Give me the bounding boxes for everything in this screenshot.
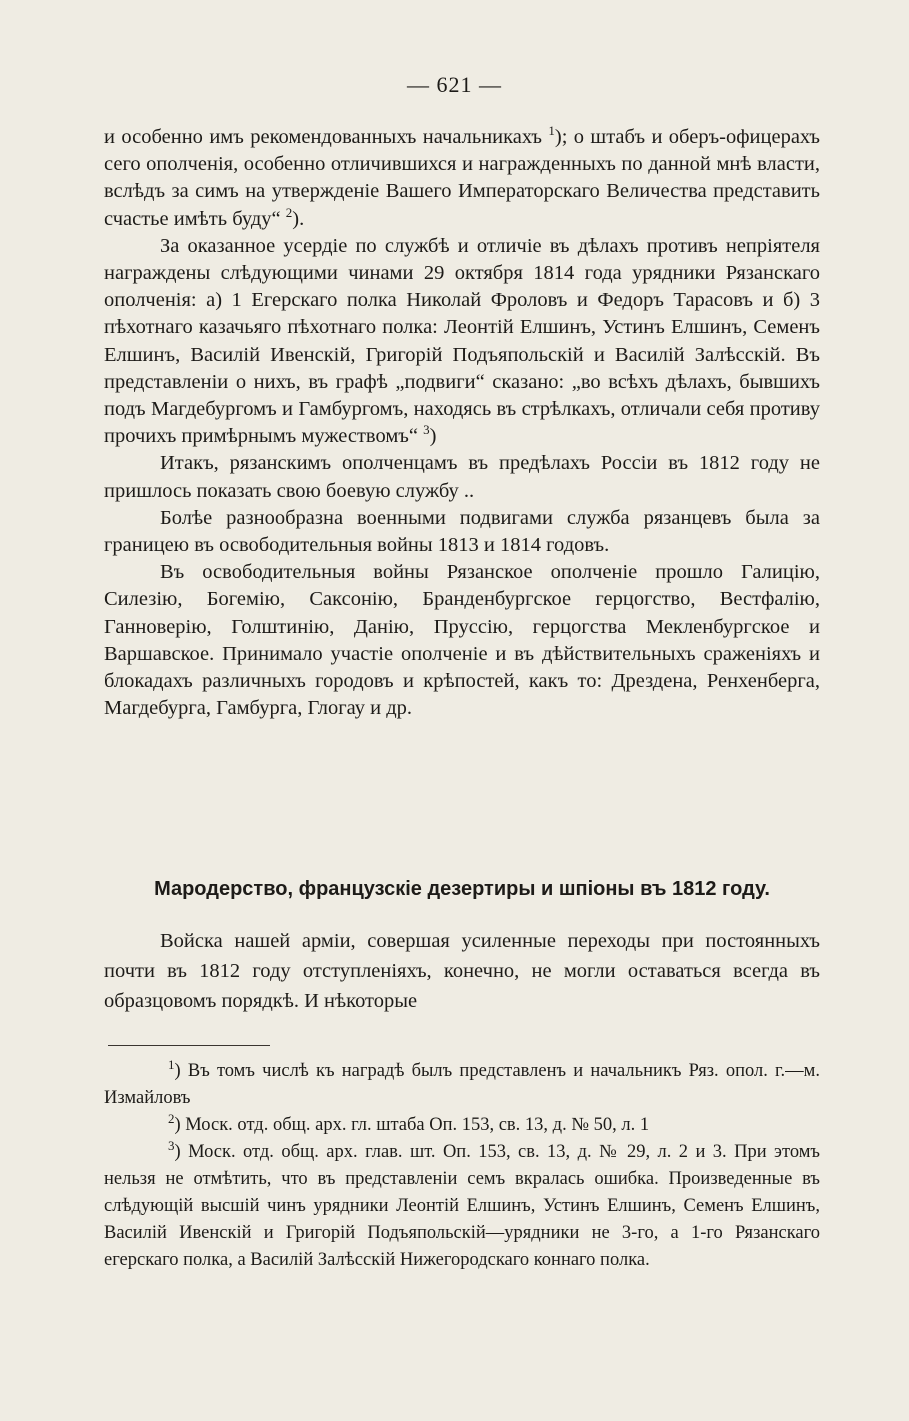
- footnote-divider: [108, 1045, 270, 1046]
- footnote-ref-3: 3: [423, 422, 430, 438]
- footnote-1-text: ) Въ томъ числѣ къ наградѣ былъ представленъ и начальникъ Ряз. опол. г.—м. Измайловъ: [104, 1061, 820, 1108]
- footnote-ref-2: 2: [285, 204, 293, 220]
- footnote-3: [104, 1139, 820, 1274]
- paragraph-5: Въ освободительныя войны Рязанское ополченіе прошло Галицію, Силезію, Богемію, Саксонію, Бранденбургское герцогство, Вестфалію, Ганноверію, Голштинію, Данію, Пруссію, герцогства Мекленбургское и Варшавское. Принимало участіе ополченіе и въ дѣйствительныхъ сраженіяхъ и блокадахъ различныхъ городовъ и крѣпостей, какъ то: Дрездена, Ренхенберга, Магдебурга, Гамбурга, Глогау и др.: [104, 561, 820, 720]
- paragraph-2-text: За оказанное усердіе по службѣ и отличіе въ дѣлахъ противъ непріятеля награждены слѣдующими чинами 29 октября 1814 года урядники Рязанскаго ополченія: а) 1 Егерскаго полка Николай Фроловъ и Федоръ Тарасовъ и б) 3 пѣхотнаго казачьяго пѣхотнаго полка: Леонтій Елшинъ, Устинъ Елшинъ, Семенъ Елшинъ, Василій Ивенскій, Григорій Подъяпольскій и Василій Залѣсскій. Въ представленіи о нихъ, въ графѣ „подвиги“ сказано: „во всѣхъ дѣлахъ, бывшихъ подъ Магдебургомъ и Гамбургомъ, находясь въ стрѣлкахъ, отличали себя противу прочихъ примѣрнымъ мужествомъ“: [104, 234, 820, 448]
- page-number: — 621 —: [407, 72, 502, 97]
- footnote-mark-3: 3: [168, 1137, 175, 1153]
- paragraph-1-text: и особенно имъ рекомендованныхъ начальникахъ: [104, 126, 549, 148]
- paragraph-1: [104, 124, 820, 233]
- paragraph-2-text-2: ): [429, 425, 437, 448]
- section-paragraph: Войска нашей арміи, совершая усиленные переходы при постоянныхъ почти въ 1812 году отступленіяхъ, конечно, не могли оставаться всегда въ образцовомъ порядкѣ. И нѣкоторые: [104, 930, 820, 1012]
- footnotes: [104, 1058, 820, 1274]
- footnote-ref-1: 1: [548, 123, 555, 139]
- footnote-2: [104, 1112, 820, 1139]
- footnote-mark-2: 2: [168, 1110, 175, 1126]
- body-text: [104, 124, 820, 722]
- paragraph-1-text-2: ); о штабъ и оберъ-офицерахъ сего ополченія, особенно отличившихся и награжденныхъ по данной мнѣ власти, вслѣдъ за симъ на утвержденіе Вашего Императорскаго Величества представить счастье имѣть буду“: [104, 126, 820, 230]
- paragraph-2: [104, 233, 820, 451]
- paragraph-1-text-3: ).: [292, 207, 305, 230]
- paragraph-4: Болѣе разнообразна военными подвигами служба рязанцевъ была за границею въ освободительныя войны 1813 и 1814 годовъ.: [104, 506, 820, 557]
- footnote-3-text: ) Моск. отд. общ. арх. глав. шт. Оп. 153, св. 13, д. № 29, л. 2 и 3. При этомъ нельзя не отмѣтить, что въ представленіи семъ вкралась ошибка. Произведенные въ слѣдующій высшій чинъ урядники Леонтій Елшинъ, Устинъ Елшинъ, Семенъ Елшинъ, Василій Ивенскій и Григорій Подъяпольскій—урядники не 3-го, а 1-го Рязанскаго егерскаго полка, а Василій Залѣсскій Нижегородскаго коннаго полка.: [104, 1142, 820, 1270]
- paragraph-3: Итакъ, рязанскимъ ополченцамъ въ предѣлахъ Россіи въ 1812 году не пришлось показать свою боевую службу ..: [104, 452, 820, 502]
- footnote-mark-1: 1: [168, 1056, 175, 1072]
- footnote-2-text: ) Моск. отд. общ. арх. гл. штаба Оп. 153, св. 13, д. № 50, л. 1: [174, 1115, 650, 1135]
- footnote-1: [104, 1058, 820, 1112]
- section-heading: Мародерство, французскіе дезертиры и шпіоны въ 1812 году.: [154, 878, 770, 900]
- section-text: [104, 926, 820, 1016]
